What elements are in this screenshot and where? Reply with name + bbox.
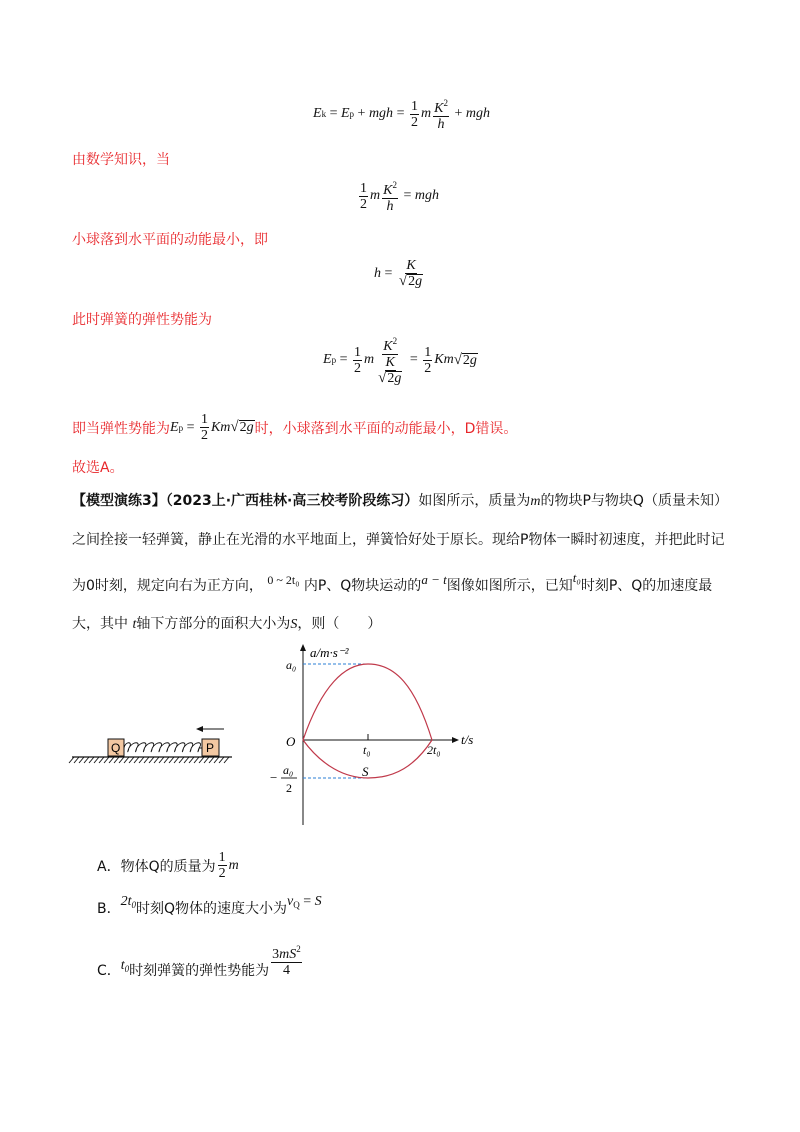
time-range: 0 ~ 2t₀ bbox=[267, 573, 300, 587]
option-a[interactable]: A．物体Q的质量为 $\frac{1}{2}$ m bbox=[97, 850, 239, 881]
option-b-formula: $v_Q = S$ bbox=[287, 894, 322, 910]
option-b[interactable]: B． $2t_0$ 时刻Q物体的速度大小为 $v_Q = S$ bbox=[97, 894, 322, 917]
t0-tick-label: t₀ bbox=[363, 743, 371, 757]
problem-statement: 【模型演练3】（2023上·广西桂林·高三校考阶段练习）如图所示，质量为m的物块P与物块Q（质量未知）之间拴接一轻弹簧，静止在光滑的水平地面上，弹簧恰好处于原长。现给P物体一瞬时初速度，并把此时记为0时刻，规定向右为正方向， 0 ~ 2t₀ 内P、Q物块运动的a − t图像如图所示，已知t₀时刻P、Q的加速度最大，其中 t轴下方部分的面积大小为S，则（ ） bbox=[72, 493, 728, 632]
equation-spring-pe: E p = $\frac{1}{2}$ m $K^2$ K √ 2g = $\frac{1}{2}$ Km √ 2g bbox=[323, 336, 477, 386]
ground bbox=[69, 757, 232, 763]
conclusion-prefix: 即当弹性势能为 bbox=[72, 420, 170, 437]
solution-conclusion bbox=[72, 412, 517, 443]
neg-a0-den-label: 2 bbox=[286, 781, 292, 795]
option-a-formula: $\frac{1}{2}$ m bbox=[218, 850, 239, 881]
option-c[interactable]: C． $t_0$ 时刻弹簧的弹性势能为 $\frac{3mS^2}{4}$ bbox=[97, 952, 304, 988]
equation-equal-condition: $\frac{1}{2}$ m $\frac{K^2}{h}$ = mgh bbox=[360, 180, 439, 214]
spring-icon bbox=[124, 743, 202, 752]
neg-sign-label: − bbox=[270, 770, 278, 785]
solution-line-min-ke: 小球落到水平面的动能最小，即 bbox=[72, 232, 268, 248]
problem-source: （2023上·广西桂林·高三校考阶段练习） bbox=[165, 493, 419, 509]
equation-height: h = K √ 2g bbox=[374, 258, 423, 289]
problem-tag: 【模型演练3】 bbox=[72, 493, 166, 509]
block-q-label: Q bbox=[111, 741, 121, 755]
p-acceleration-curve bbox=[303, 664, 432, 740]
option-c-formula: $\frac{3mS^2}{4}$ bbox=[272, 944, 301, 978]
2t0-tick-label: 2t₀ bbox=[427, 743, 441, 757]
solution-line-spring-pe: 此时弹簧的弹性势能为 bbox=[72, 312, 212, 328]
origin-label: O bbox=[286, 734, 296, 749]
at-graph bbox=[300, 644, 459, 825]
conclusion-formula: E p = $\frac{1}{2}$ Km √ 2g bbox=[170, 412, 254, 443]
velocity-arrow-icon bbox=[196, 726, 224, 732]
graph-name: a − t bbox=[421, 572, 447, 587]
figure bbox=[60, 640, 520, 830]
equation-kinetic-energy: E k = E p + mgh = $\frac{1}{2}$ m $\frac{K^2}{h}$ + mgh bbox=[313, 98, 490, 132]
y-axis-label: a/m·s⁻² bbox=[310, 645, 349, 660]
x-axis-label: t/s bbox=[461, 732, 474, 747]
neg-a0-num-label: a₀ bbox=[283, 763, 294, 777]
area-s-label: S bbox=[362, 764, 369, 779]
option-c-time: $t_0$ bbox=[120, 958, 130, 974]
option-b-time: $2t_0$ bbox=[120, 894, 136, 910]
a0-label: a₀ bbox=[286, 658, 297, 672]
conclusion-suffix: 时，小球落到水平面的动能最小，D错误。 bbox=[254, 420, 518, 437]
solution-line-math: 由数学知识，当 bbox=[72, 152, 170, 168]
solution-answer: 故选A。 bbox=[72, 460, 124, 476]
block-p-label: P bbox=[206, 741, 215, 755]
